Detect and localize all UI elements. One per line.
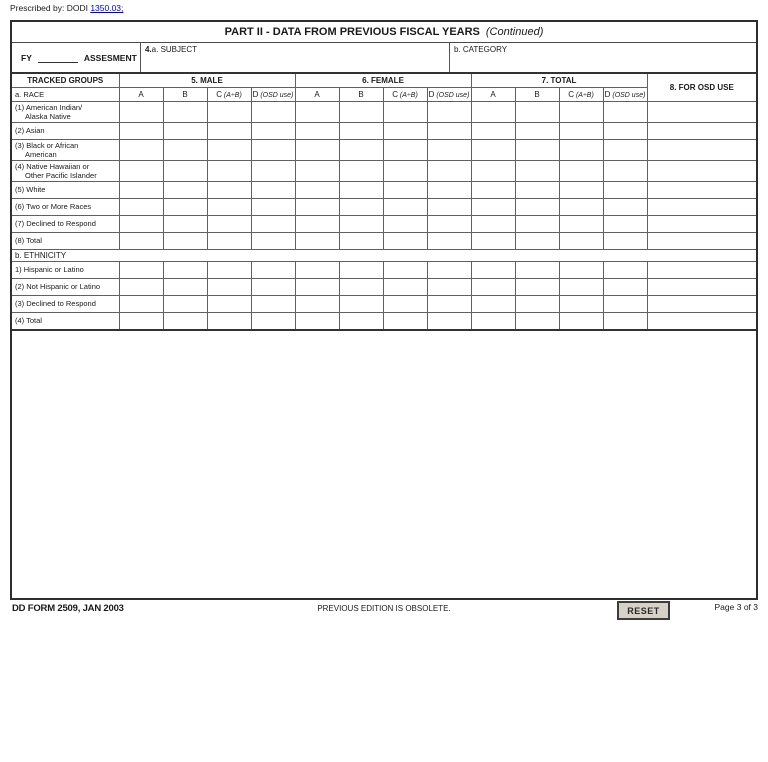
data-cell[interactable] [471, 295, 515, 312]
category-field[interactable] [450, 43, 756, 72]
data-cell[interactable] [119, 278, 163, 295]
osd-cell[interactable] [647, 261, 756, 278]
tracked-groups-table [12, 74, 756, 329]
row-label: (3) Black or African American [12, 139, 119, 160]
data-cell[interactable] [383, 181, 427, 198]
tracked-groups-header: TRACKED GROUPS [12, 74, 119, 87]
data-cell[interactable] [163, 122, 207, 139]
data-cell[interactable] [207, 198, 251, 215]
data-cell[interactable] [603, 122, 647, 139]
prescribed-by-label: Prescribed by: DODI [10, 3, 91, 13]
data-cell[interactable] [383, 139, 427, 160]
data-cell[interactable] [339, 160, 383, 181]
data-cell[interactable] [119, 215, 163, 232]
table-row [12, 312, 756, 329]
data-cell[interactable] [119, 139, 163, 160]
osd-cell[interactable] [647, 139, 756, 160]
page-number: Page 3 of 3 [714, 602, 758, 612]
data-cell[interactable] [163, 215, 207, 232]
data-cell[interactable] [339, 278, 383, 295]
data-cell[interactable] [559, 232, 603, 249]
data-cell[interactable] [207, 295, 251, 312]
data-cell[interactable] [559, 312, 603, 329]
data-cell[interactable] [295, 278, 339, 295]
data-cell[interactable] [383, 101, 427, 122]
data-cell[interactable] [603, 232, 647, 249]
osd-cell[interactable] [647, 278, 756, 295]
data-cell[interactable] [383, 198, 427, 215]
data-cell[interactable] [471, 139, 515, 160]
column-header-c: C (A÷B) [559, 87, 603, 101]
total-section-header: 7. TOTAL [471, 74, 647, 87]
data-cell[interactable] [427, 160, 471, 181]
data-cell[interactable] [207, 261, 251, 278]
data-cell[interactable] [515, 232, 559, 249]
table-row [12, 181, 756, 198]
table-row [12, 261, 756, 278]
data-cell[interactable] [427, 139, 471, 160]
data-cell[interactable] [559, 101, 603, 122]
data-cell[interactable] [603, 295, 647, 312]
data-cell[interactable] [471, 101, 515, 122]
table-row [12, 139, 756, 160]
data-cell[interactable] [251, 312, 295, 329]
data-cell[interactable] [515, 261, 559, 278]
fy-assessment-cell [12, 43, 141, 72]
table-row [12, 122, 756, 139]
data-cell[interactable] [427, 261, 471, 278]
data-cell[interactable] [339, 122, 383, 139]
data-cell[interactable] [427, 278, 471, 295]
data-cell[interactable] [207, 278, 251, 295]
column-header-d: D (OSD use) [603, 87, 647, 101]
data-cell[interactable] [119, 122, 163, 139]
data-cell[interactable] [339, 215, 383, 232]
data-cell[interactable] [295, 295, 339, 312]
data-cell[interactable] [163, 261, 207, 278]
data-cell[interactable] [427, 122, 471, 139]
column-header-b: B [339, 87, 383, 101]
data-cell[interactable] [295, 122, 339, 139]
column-header-d: D (OSD use) [427, 87, 471, 101]
data-cell[interactable] [515, 295, 559, 312]
osd-cell[interactable] [647, 295, 756, 312]
data-cell[interactable] [339, 198, 383, 215]
fy-label: FY [21, 52, 32, 63]
data-cell[interactable] [515, 139, 559, 160]
data-cell[interactable] [207, 312, 251, 329]
data-cell[interactable] [251, 278, 295, 295]
data-cell[interactable] [383, 278, 427, 295]
data-cell[interactable] [515, 122, 559, 139]
data-cell[interactable] [207, 139, 251, 160]
data-cell[interactable] [119, 101, 163, 122]
data-cell[interactable] [163, 295, 207, 312]
data-cell[interactable] [251, 160, 295, 181]
data-cell[interactable] [295, 198, 339, 215]
data-cell[interactable] [427, 101, 471, 122]
data-cell[interactable] [427, 312, 471, 329]
data-cell[interactable] [163, 198, 207, 215]
data-cell[interactable] [603, 101, 647, 122]
row-label: (3) Declined to Respond [12, 295, 119, 312]
data-cell[interactable] [383, 160, 427, 181]
data-cell[interactable] [339, 139, 383, 160]
data-cell[interactable] [427, 181, 471, 198]
column-header-row [12, 87, 756, 101]
row-label: 1) Hispanic or Latino [12, 261, 119, 278]
data-cell[interactable] [515, 198, 559, 215]
data-cell[interactable] [339, 181, 383, 198]
data-cell[interactable] [163, 232, 207, 249]
data-cell[interactable] [559, 122, 603, 139]
table-row [12, 232, 756, 249]
section-header-row [12, 74, 756, 87]
data-cell[interactable] [427, 198, 471, 215]
data-cell[interactable] [383, 261, 427, 278]
data-cell[interactable] [471, 181, 515, 198]
subject-field[interactable] [141, 43, 450, 72]
form-body [10, 20, 758, 600]
data-cell[interactable] [515, 312, 559, 329]
column-header-b: B [515, 87, 559, 101]
form-id: DD FORM 2509, JAN 2003 [12, 603, 124, 614]
data-cell[interactable] [559, 181, 603, 198]
data-cell[interactable] [559, 295, 603, 312]
data-cell[interactable] [339, 232, 383, 249]
data-cell[interactable] [559, 261, 603, 278]
osd-cell[interactable] [647, 181, 756, 198]
data-cell[interactable] [603, 139, 647, 160]
osd-cell[interactable] [647, 101, 756, 122]
data-cell[interactable] [339, 261, 383, 278]
data-cell[interactable] [119, 232, 163, 249]
data-cell[interactable] [515, 278, 559, 295]
column-header-c: C (A÷B) [383, 87, 427, 101]
data-cell[interactable] [383, 215, 427, 232]
data-cell[interactable] [163, 312, 207, 329]
table-row [12, 101, 756, 122]
data-cell[interactable] [163, 139, 207, 160]
data-cell[interactable] [383, 122, 427, 139]
data-cell[interactable] [559, 278, 603, 295]
data-cell[interactable] [295, 312, 339, 329]
osd-cell[interactable] [647, 160, 756, 181]
data-cell[interactable] [427, 232, 471, 249]
category-label: b. CATEGORY [454, 45, 508, 54]
data-cell[interactable] [383, 232, 427, 249]
data-cell[interactable] [471, 198, 515, 215]
part2-title-row [12, 22, 756, 43]
page-title-continued: (Continued) [485, 26, 544, 38]
data-cell[interactable] [251, 261, 295, 278]
data-cell[interactable] [471, 232, 515, 249]
row-label: (2) Asian [12, 122, 119, 139]
table-row [12, 295, 756, 312]
data-cell[interactable] [163, 181, 207, 198]
osd-cell[interactable] [647, 198, 756, 215]
data-cell[interactable] [295, 101, 339, 122]
fy-subject-category-row [12, 43, 756, 74]
data-cell[interactable] [603, 278, 647, 295]
data-cell[interactable] [251, 139, 295, 160]
data-cell[interactable] [383, 312, 427, 329]
data-cell[interactable] [295, 215, 339, 232]
data-cell[interactable] [251, 198, 295, 215]
prescribed-by-text [10, 3, 123, 13]
column-header-a: A [295, 87, 339, 101]
empty-remainder-area [12, 329, 756, 598]
data-cell[interactable] [163, 160, 207, 181]
osd-cell[interactable] [647, 122, 756, 139]
subject-number: 4. [145, 45, 152, 54]
data-cell[interactable] [471, 261, 515, 278]
row-label: (4) Native Hawaiian or Other Pacific Islander [12, 160, 119, 181]
osd-cell[interactable] [647, 312, 756, 329]
table-row [12, 215, 756, 232]
data-cell[interactable] [251, 181, 295, 198]
data-cell[interactable] [119, 261, 163, 278]
data-cell[interactable] [207, 232, 251, 249]
data-cell[interactable] [339, 312, 383, 329]
column-header-a: A [119, 87, 163, 101]
data-cell[interactable] [119, 160, 163, 181]
osd-cell[interactable] [647, 232, 756, 249]
page-title: PART II - DATA FROM PREVIOUS FISCAL YEARS [224, 26, 480, 38]
female-section-header: 6. FEMALE [295, 74, 471, 87]
data-cell[interactable] [163, 278, 207, 295]
data-cell[interactable] [603, 181, 647, 198]
data-cell[interactable] [471, 278, 515, 295]
data-cell[interactable] [603, 261, 647, 278]
data-cell[interactable] [207, 122, 251, 139]
data-cell[interactable] [251, 215, 295, 232]
data-cell[interactable] [383, 295, 427, 312]
table-row [12, 278, 756, 295]
row-label: (6) Two or More Races [12, 198, 119, 215]
data-cell[interactable] [295, 181, 339, 198]
data-cell[interactable] [207, 101, 251, 122]
column-header-c: C (A÷B) [207, 87, 251, 101]
data-cell[interactable] [559, 160, 603, 181]
data-cell[interactable] [471, 215, 515, 232]
data-cell[interactable] [207, 215, 251, 232]
table-row [12, 198, 756, 215]
data-cell[interactable] [207, 181, 251, 198]
data-cell[interactable] [603, 198, 647, 215]
column-header-d: D (OSD use) [251, 87, 295, 101]
ethnicity-section-header: b. ETHNICITY [12, 249, 756, 261]
data-cell[interactable] [515, 215, 559, 232]
data-cell[interactable] [603, 215, 647, 232]
column-header-a: A [471, 87, 515, 101]
data-cell[interactable] [119, 312, 163, 329]
data-cell[interactable] [559, 139, 603, 160]
data-cell[interactable] [207, 160, 251, 181]
data-cell[interactable] [295, 232, 339, 249]
data-cell[interactable] [559, 215, 603, 232]
data-cell[interactable] [295, 139, 339, 160]
data-cell[interactable] [515, 101, 559, 122]
data-cell[interactable] [471, 312, 515, 329]
osd-use-header: 8. FOR OSD USE [647, 74, 756, 101]
race-section-header: a. RACE [12, 87, 119, 101]
male-section-header: 5. MALE [119, 74, 295, 87]
reset-button[interactable]: RESET [617, 601, 670, 620]
data-cell[interactable] [515, 181, 559, 198]
row-label: (1) American Indian/ Alaska Native [12, 101, 119, 122]
assessment-label: ASSESMENT [83, 52, 137, 63]
row-label: (8) Total [12, 232, 119, 249]
data-cell[interactable] [471, 122, 515, 139]
data-cell[interactable] [295, 261, 339, 278]
row-label: (7) Declined to Respond [12, 215, 119, 232]
fy-input-blank[interactable] [38, 53, 78, 63]
data-cell[interactable] [559, 198, 603, 215]
data-cell[interactable] [339, 295, 383, 312]
data-cell[interactable] [295, 160, 339, 181]
column-header-b: B [163, 87, 207, 101]
table-row [12, 160, 756, 181]
data-cell[interactable] [251, 122, 295, 139]
data-cell[interactable] [251, 232, 295, 249]
data-cell[interactable] [339, 101, 383, 122]
edition-note: PREVIOUS EDITION IS OBSOLETE. [317, 604, 451, 613]
data-cell[interactable] [603, 160, 647, 181]
data-cell[interactable] [119, 181, 163, 198]
data-cell[interactable] [163, 101, 207, 122]
osd-cell[interactable] [647, 215, 756, 232]
data-cell[interactable] [119, 295, 163, 312]
data-cell[interactable] [251, 101, 295, 122]
data-cell[interactable] [515, 160, 559, 181]
row-label: (4) Total [12, 312, 119, 329]
data-cell[interactable] [427, 215, 471, 232]
data-cell[interactable] [119, 198, 163, 215]
subject-label: a. SUBJECT [151, 45, 198, 54]
dodi-link[interactable]: 1350.03; [90, 3, 124, 13]
row-label: (2) Not Hispanic or Latino [12, 278, 119, 295]
data-cell[interactable] [251, 295, 295, 312]
data-cell[interactable] [427, 295, 471, 312]
footer [10, 600, 758, 624]
data-cell[interactable] [471, 160, 515, 181]
row-label: (5) White [12, 181, 119, 198]
data-cell[interactable] [603, 312, 647, 329]
